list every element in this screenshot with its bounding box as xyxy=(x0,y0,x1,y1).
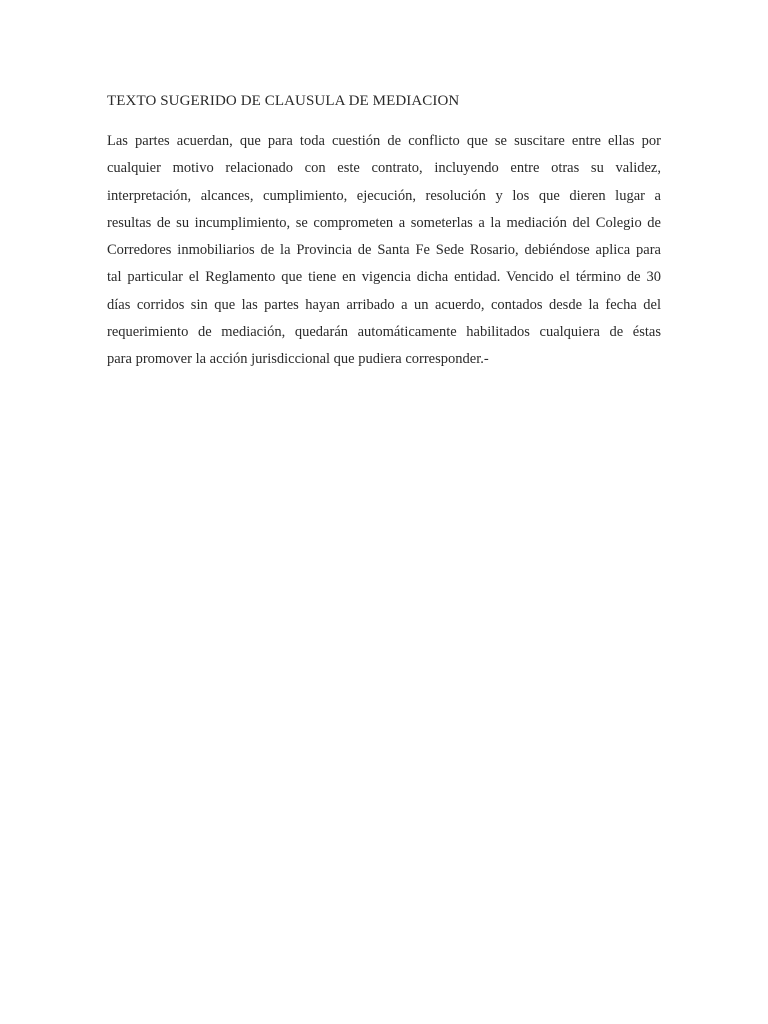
document-content xyxy=(107,89,661,374)
paragraph-line: resultas de su incumplimiento, se comprometen a someterlas a la mediación del Colegio de xyxy=(107,214,661,231)
paragraph-line: requerimiento de mediación, quedarán automáticamente habilitados cualquiera de éstas xyxy=(107,324,661,341)
clause-paragraph xyxy=(107,128,661,374)
paragraph-line: interpretación, alcances, cumplimiento, ejecución, resolución y los que dieren lugar a xyxy=(107,187,661,204)
paragraph-line: días corridos sin que las partes hayan arribado a un acuerdo, contados desde la fecha del xyxy=(107,296,661,313)
document-title: TEXTO SUGERIDO DE CLAUSULA DE MEDIACION xyxy=(107,93,460,109)
paragraph-line: cualquier motivo relacionado con este contrato, incluyendo entre otras su validez, xyxy=(107,160,661,177)
paragraph-line: tal particular el Reglamento que tiene en vigencia dicha entidad. Vencido el término de 30 xyxy=(107,269,661,286)
paragraph-line: Las partes acuerdan, que para toda cuestión de conflicto que se suscitare entre ellas por xyxy=(107,133,661,149)
paragraph-line: para promover la acción jurisdiccional que pudiera corresponder.- xyxy=(107,351,489,368)
paragraph-line: Corredores inmobiliarios de la Provincia de Santa Fe Sede Rosario, debiéndose aplica para xyxy=(107,242,661,259)
